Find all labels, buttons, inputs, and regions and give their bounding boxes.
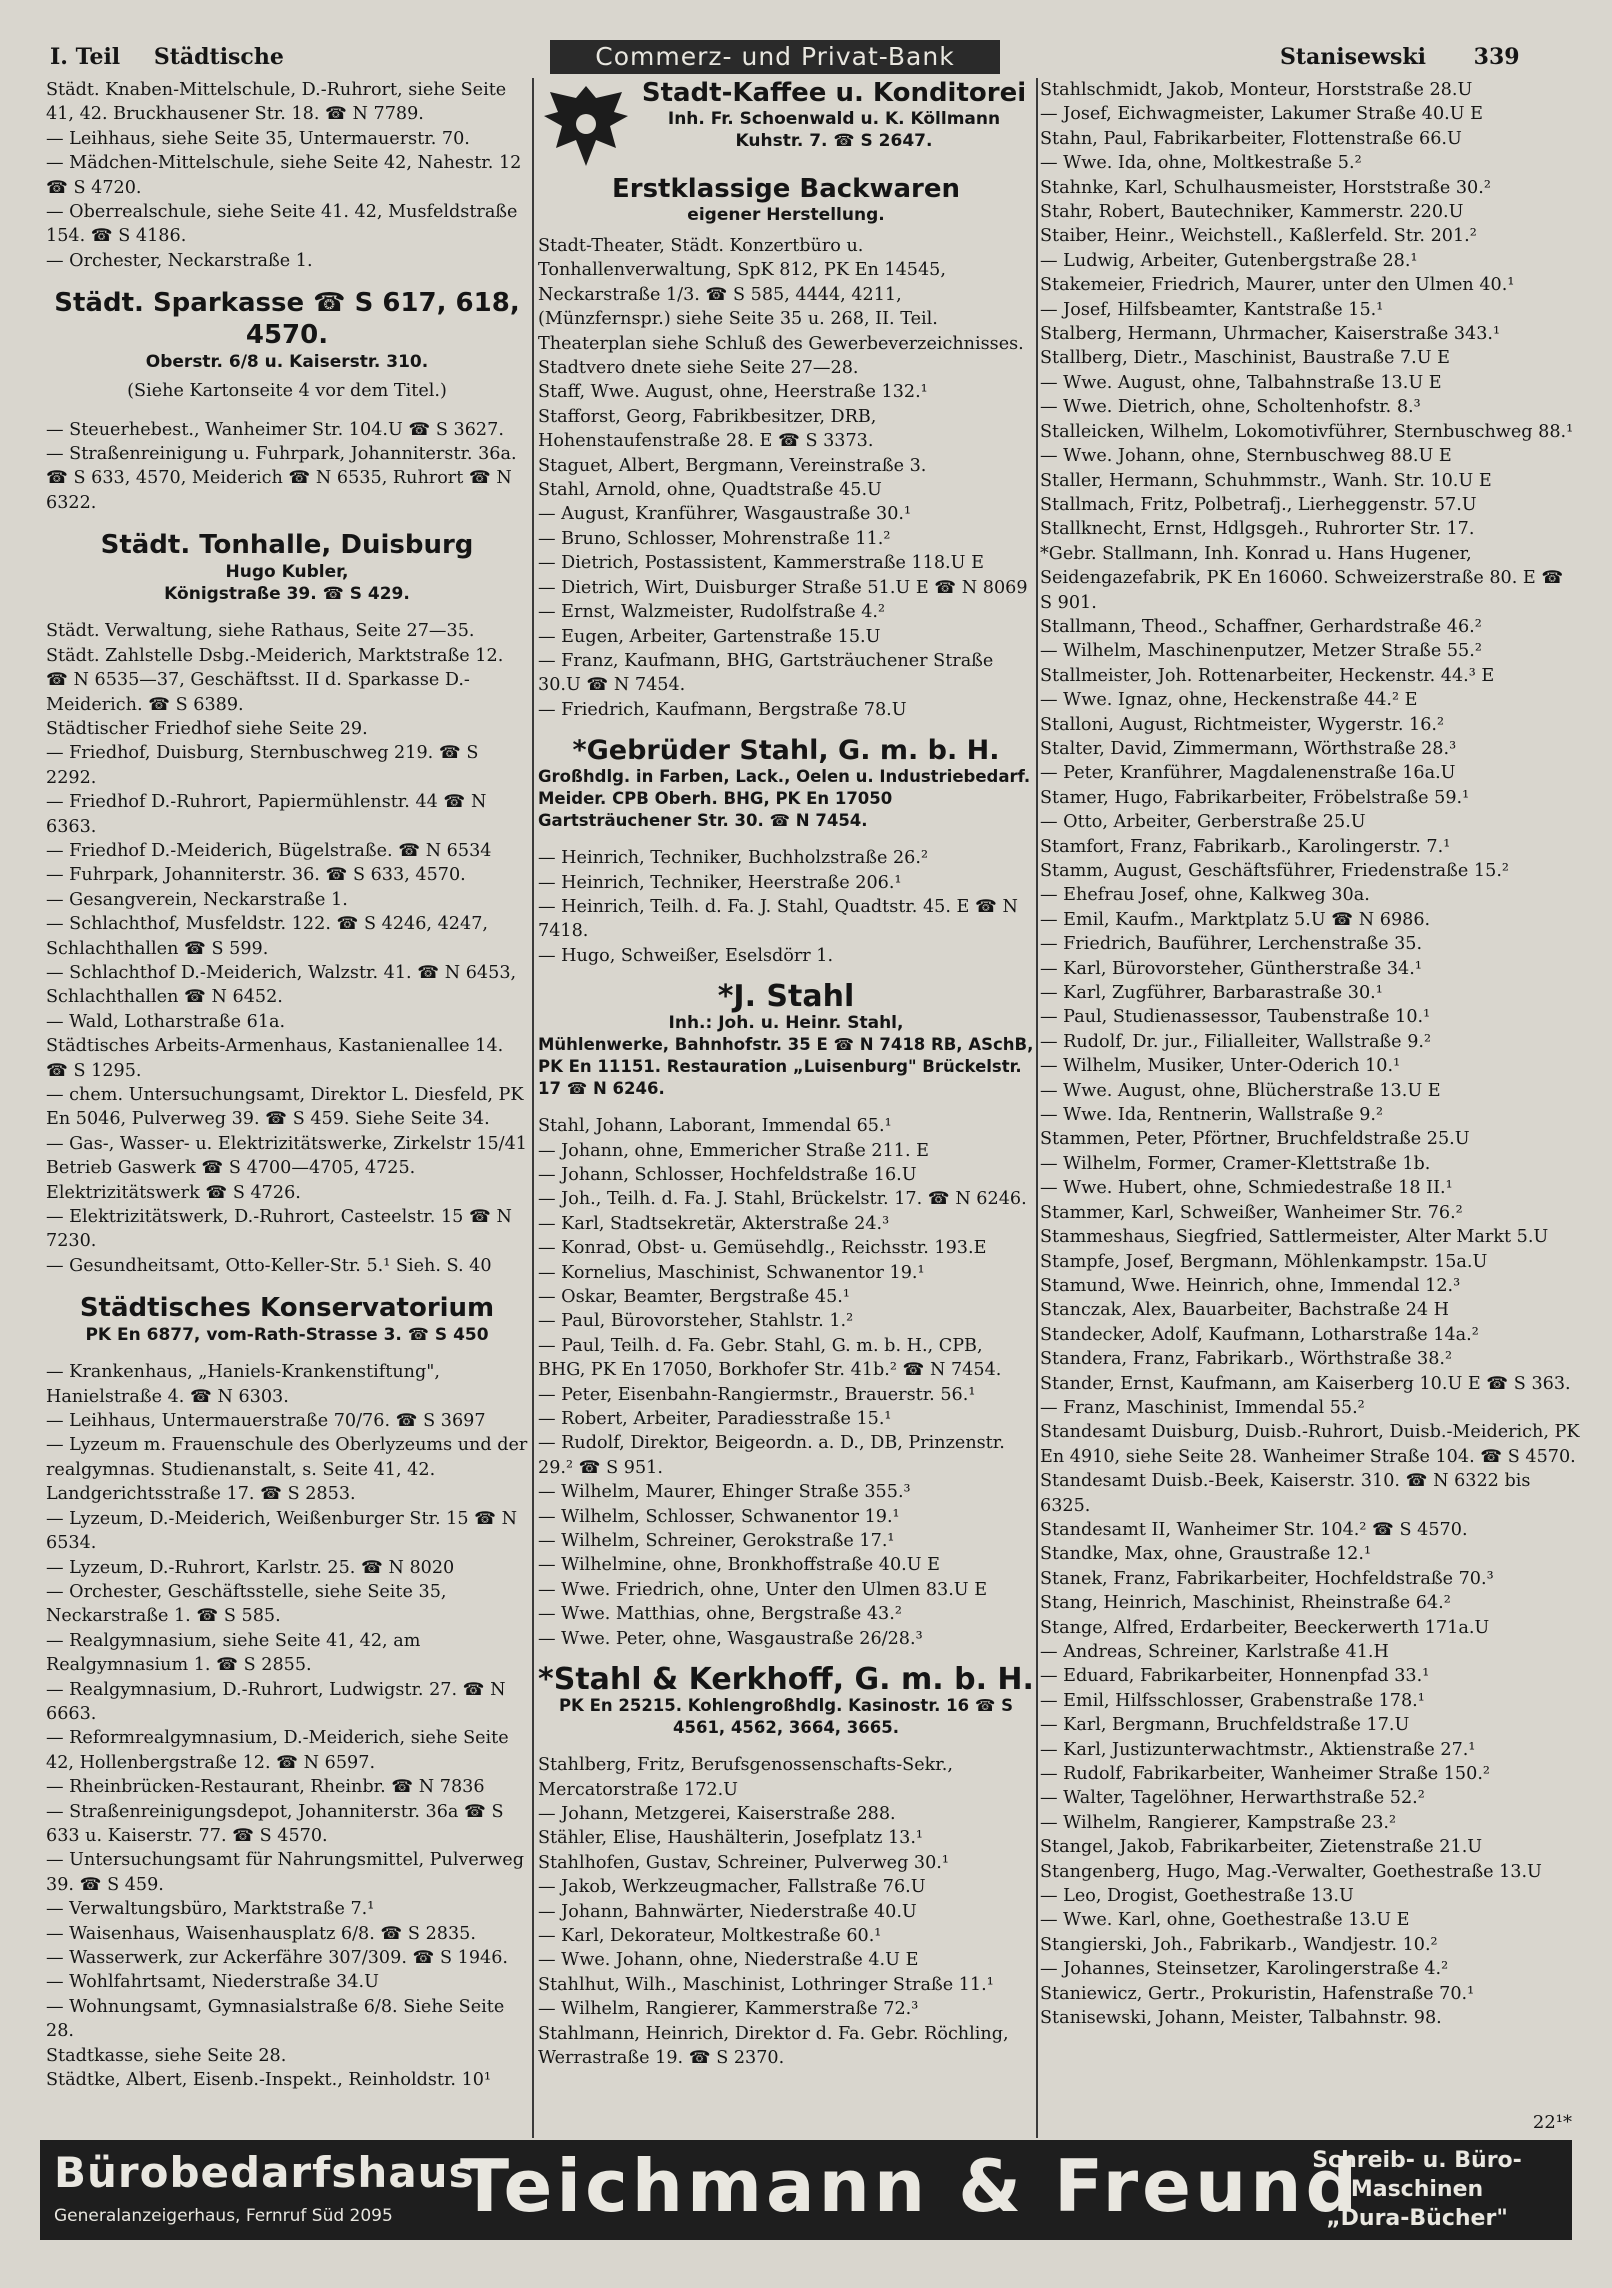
directory-entry: — Wilhelm, Schlosser, Schwanentor 19.¹ [538, 1506, 900, 1527]
directory-entry: — Paul, Teilh. d. Fa. Gebr. Stahl, G. m. b. H., CPB, BHG, PK En 17050, Borkhofer Str. 41b.² ☎ N 7454. [538, 1335, 1002, 1381]
directory-entry: — Wilhelm, Maurer, Ehinger Straße 355.³ [538, 1482, 911, 1503]
directory-entry: — Johann, ohne, Emmericher Straße 211. E [538, 1140, 929, 1161]
directory-entry: — Josef, Hilfsbeamter, Kantstraße 15.¹ [1040, 299, 1384, 320]
directory-entry: Staiber, Heinr., Weichstell., Kaßlerfeld. Str. 201.² [1040, 226, 1477, 247]
directory-entry: Stähler, Elise, Haushälterin, Josefplatz 13.¹ [538, 1828, 923, 1849]
directory-entry: — Wwe. Johann, ohne, Sternbuschweg 88.U E [1040, 446, 1452, 467]
directory-entry: Stang, Heinrich, Maschinist, Rheinstraße 64.² [1040, 1593, 1451, 1614]
directory-entry: — Wwe. Dietrich, ohne, Scholtenhofstr. 8.³ [1040, 397, 1421, 418]
directory-entry: *Gebr. Stallmann, Inh. Konrad u. Hans Hugener, Seidengazefabrik, PK En 16060. Schweizerstraße 80. E ☎ S 901. [1040, 543, 1564, 613]
konservatorium-address: PK En 6877, vom-Rath-Strasse 3. ☎ S 450 [85, 1325, 489, 1346]
header-part: I. Teil [50, 44, 121, 70]
directory-entry: Stahn, Paul, Fabrikarbeiter, Flottenstraße 66.U [1040, 128, 1462, 149]
footer-right-line: Schreib- u. Büro- [1312, 2148, 1522, 2173]
kaffee-owner: Inh. Fr. Schoenwald u. K. Köllmann [667, 109, 1001, 129]
list-col1b [46, 418, 528, 516]
header-section: Städtische [153, 44, 284, 70]
directory-entry: — Wilhelm, Rangierer, Kampstraße 23.² [1040, 1812, 1397, 1833]
tonhalle-person: Hugo Kubler, [225, 562, 349, 583]
directory-entry: — Friedhof D.-Ruhrort, Papiermühlenstr. 44 ☎ N 6363. [46, 792, 487, 837]
directory-entry: Stalter, David, Zimmermann, Wörthstraße 28.³ [1040, 738, 1457, 759]
list-col2a [538, 234, 1034, 722]
directory-entry: Stammeshaus, Siegfried, Sattlermeister, Alter Markt 5.U [1040, 1227, 1549, 1248]
directory-entry: — Wwe. Matthias, ohne, Bergstraße 43.² [538, 1604, 902, 1625]
directory-entry: Stangenberg, Hugo, Mag.-Verwalter, Goethestraße 13.U [1040, 1861, 1542, 1882]
directory-entry: — Lyzeum, D.-Ruhrort, Karlstr. 25. ☎ N 8020 [46, 1557, 455, 1578]
directory-entry: — Johann, Schlosser, Hochfeldstraße 16.U [538, 1164, 917, 1185]
directory-entry: — Steuerhebest., Wanheimer Str. 104.U ☎ S 3627. [46, 419, 504, 440]
directory-entry: — Heinrich, Teilh. d. Fa. J. Stahl, Quadtstr. 45. E ☎ N 7418. [538, 896, 1018, 942]
directory-entry: — Josef, Eichwagmeister, Lakumer Straße 40.U E [1040, 104, 1483, 125]
directory-entry: Stanek, Franz, Fabrikarbeiter, Hochfeldstraße 70.³ [1040, 1568, 1494, 1589]
directory-entry: Stamer, Hugo, Fabrikarbeiter, Fröbelstraße 59.¹ [1040, 787, 1470, 808]
directory-entry: — Karl, Bürovorsteher, Güntherstraße 34.¹ [1040, 958, 1422, 979]
eagle-emblem-icon [538, 78, 634, 174]
directory-entry: — Rheinbrücken-Restaurant, Rheinbr. ☎ N 7836 [46, 1777, 485, 1798]
directory-entry: — Gesangverein, Neckarstraße 1. [46, 889, 348, 910]
directory-entry: — Rudolf, Dr. jur., Filialleiter, Wallstraße 9.² [1040, 1031, 1432, 1052]
list-col2c [538, 1114, 1034, 1651]
directory-entry: — Kornelius, Maschinist, Schwanentor 19.¹ [538, 1262, 925, 1283]
directory-entry: — Wwe. Ida, ohne, Moltkestraße 5.² [1040, 153, 1362, 174]
directory-entry: — Emil, Hilfsschlosser, Grabenstraße 178.¹ [1040, 1690, 1425, 1711]
konservatorium-name: Städtisches Konservatorium [79, 1293, 495, 1324]
directory-entry: — Andreas, Schreiner, Karlstraße 41.H [1040, 1642, 1389, 1662]
directory-entry: Stalleicken, Wilhelm, Lokomotivführer, Sternbuschweg 88.¹ [1040, 421, 1574, 442]
kaffee-name: Stadt-Kaffee u. Konditorei [641, 78, 1027, 108]
directory-entry: Standke, Max, ohne, Graustraße 12.¹ [1040, 1544, 1371, 1565]
directory-entry: Stalberg, Hermann, Uhrmacher, Kaiserstraße 343.¹ [1040, 324, 1501, 345]
directory-entry: Stallknecht, Ernst, Hdlgsgeh., Ruhrorter Str. 17. [1040, 519, 1475, 540]
directory-entry: Stallmach, Fritz, Polbetrafj., Lierheggenstr. 57.U [1040, 494, 1477, 515]
directory-entry: — Konrad, Obst- u. Gemüsehdlg., Reichsstr. 193.E [538, 1238, 987, 1259]
directory-entry: Theaterplan siehe Schluß des Gewerbeverzeichnisses. [538, 333, 1024, 354]
directory-entry: — Hugo, Schweißer, Eselsdörr 1. [538, 945, 834, 966]
directory-entry: — Orchester, Neckarstraße 1. [46, 250, 313, 271]
directory-entry: — Wilhelm, Former, Cramer-Klettstraße 1b. [1040, 1153, 1431, 1174]
directory-entry: Städt. Verwaltung, siehe Rathaus, Seite 27—35. [46, 621, 475, 642]
directory-entry: Stallberg, Dietr., Maschinist, Baustraße 7.U E [1040, 348, 1451, 369]
directory-entry: Städtischer Friedhof siehe Seite 29. [46, 718, 368, 739]
directory-entry: — Heinrich, Techniker, Buchholzstraße 26.² [538, 848, 929, 869]
gebr-stahl-body: Großhdlg. in Farben, Lack., Oelen u. Industriebedarf. Meider. CPB Oberh. BHG, PK En 17050 Gartsträuchener Str. 30. ☎ N 7454. [538, 767, 1031, 831]
directory-entry: — Wasserwerk, zur Ackerfähre 307/309. ☎ S 1946. [46, 1948, 509, 1968]
directory-entry: — Karl, Dekorateur, Moltkestraße 60.¹ [538, 1925, 882, 1946]
directory-entry: — Johannes, Steinsetzer, Karolingerstraße 4.² [1040, 1959, 1449, 1980]
directory-entry: Stahlhofen, Gustav, Schreiner, Pulverweg 30.¹ [538, 1852, 949, 1873]
directory-entry: — Franz, Kaufmann, BHG, Gartsträuchener Straße 30.U ☎ N 7454. [538, 650, 994, 696]
directory-entry: — Franz, Maschinist, Immendal 55.² [1040, 1397, 1365, 1418]
directory-entry: Stahnke, Karl, Schulhausmeister, Horststraße 30.² [1040, 177, 1491, 198]
directory-entry: — Reformrealgymnasium, D.-Meiderich, siehe Seite 42, Hollenbergstraße 12. ☎ N 6597. [46, 1728, 509, 1773]
footer-right [1282, 2146, 1552, 2233]
directory-entry: — Lyzeum m. Frauenschule des Oberlyzeums und der realgymnas. Studienanstalt, s. Seite 41, 42. Landgerichtsstraße 17. ☎ S 2853. [46, 1435, 528, 1505]
directory-entry: Städt. Zahlstelle Dsbg.-Meiderich, Marktstraße 12. ☎ N 6535—37, Geschäftsst. II d. Sparkasse D.-Meiderich. ☎ S 6389. [46, 645, 504, 715]
directory-entry: — Wilhelm, Maschinenputzer, Metzer Straße 55.² [1040, 641, 1482, 662]
kerkhoff-ad [538, 1662, 1034, 1739]
directory-entry: Städt. Knaben-Mittelschule, D.-Ruhrort, siehe Seite 41, 42. Bruckhausener Str. 18. ☎ N 7789. [46, 80, 507, 125]
directory-entry: Stahlberg, Fritz, Berufsgenossenschafts-Sekr., Mercatorstraße 172.U [538, 1755, 953, 1800]
directory-entry: Stanczak, Alex, Bauarbeiter, Bachstraße 24 H [1040, 1300, 1450, 1321]
directory-entry: — Wwe. Friedrich, ohne, Unter den Ulmen 83.U E [538, 1579, 988, 1600]
directory-entry: — Mädchen-Mittelschule, siehe Seite 42, Nahestr. 12 ☎ S 4720. [46, 153, 522, 198]
konservatorium-ad [46, 1292, 528, 1346]
header-page-number: 339 [1473, 44, 1520, 70]
directory-entry: Staller, Hermann, Schuhmmstr., Wanh. Str. 10.U E [1040, 470, 1492, 491]
directory-entry: — Johann, Metzgerei, Kaiserstraße 288. [538, 1803, 896, 1824]
directory-entry: — Emil, Kaufm., Marktplatz 5.U ☎ N 6986. [1040, 909, 1431, 930]
j-stahl-body: Mühlenwerke, Bahnhofstr. 35 E ☎ N 7418 RB, ASchB, PK En 11151. Restauration „Luisenburg" Brückelstr. 17 ☎ N 6246. [538, 1035, 1034, 1099]
directory-entry: Stallmeister, Joh. Rottenarbeiter, Heckenstr. 44.³ E [1040, 665, 1495, 686]
directory-entry: Städtke, Albert, Eisenb.-Inspekt., Reinholdstr. 10¹ [46, 2070, 492, 2091]
directory-entry: — Bruno, Schlosser, Mohrenstraße 11.² [538, 528, 891, 549]
directory-entry: Stafforst, Georg, Fabrikbesitzer, DRB, Hohenstaufenstraße 28. E ☎ S 3373. [538, 406, 877, 452]
directory-entry: — Walter, Tagelöhner, Herwarthstraße 52.² [1040, 1788, 1425, 1809]
directory-entry: — Robert, Arbeiter, Paradiesstraße 15.¹ [538, 1409, 892, 1430]
directory-entry: — August, Kranführer, Wasgaustraße 30.¹ [538, 504, 912, 525]
directory-entry: Stahl, Arnold, ohne, Quadtstraße 45.U [538, 480, 882, 501]
directory-entry: — Schlachthof D.-Meiderich, Walzstr. 41. ☎ N 6453, Schlachthallen ☎ N 6452. [46, 962, 517, 1008]
directory-entry: Stahr, Robert, Bautechniker, Kammerstr. 220.U [1040, 202, 1464, 223]
header-banner: Commerz- und Privat-Bank [550, 40, 1000, 74]
sparkasse-note: (Siehe Kartonseite 4 vor dem Titel.) [127, 381, 447, 402]
directory-entry: Stange, Alfred, Erdarbeiter, Beeckerwerth 171a.U [1040, 1617, 1490, 1638]
directory-entry: — Peter, Kranführer, Magdalenenstraße 16a.U [1040, 763, 1456, 784]
directory-entry: Standera, Franz, Fabrikarb., Wörthstraße 38.² [1040, 1349, 1453, 1370]
directory-entry: — Wilhelmine, ohne, Bronkhoffstraße 40.U E [538, 1555, 941, 1576]
kaffee-slogan: Erstklassige Backwaren [612, 174, 960, 204]
directory-entry: — Paul, Bürovorsteher, Stahlstr. 1.² [538, 1311, 854, 1332]
header-right-section: Stanisewski [1280, 44, 1426, 70]
directory-entry: — Ludwig, Arbeiter, Gutenbergstraße 28.¹ [1040, 250, 1418, 271]
directory-entry: — Paul, Studienassessor, Taubenstraße 10.¹ [1040, 1007, 1431, 1028]
directory-entry: — Heinrich, Techniker, Heerstraße 206.¹ [538, 872, 902, 893]
directory-entry: — Untersuchungsamt für Nahrungsmittel, Pulverweg 39. ☎ S 459. [46, 1850, 524, 1895]
directory-entry: Standesamt Duisb.-Beek, Kaiserstr. 310. ☎ N 6322 bis 6325. [1040, 1471, 1531, 1516]
directory-entry: — Wwe. Ida, Rentnerin, Wallstraße 9.² [1040, 1105, 1384, 1126]
directory-entry: — Waisenhaus, Waisenhausplatz 6/8. ☎ S 2835. [46, 1923, 476, 1944]
footer-left-title: Bürobedarfshaus [54, 2148, 475, 2197]
directory-entry: — Wilhelm, Schreiner, Gerokstraße 17.¹ [538, 1531, 895, 1552]
directory-entry: Stangel, Jakob, Fabrikarbeiter, Zietenstraße 21.U [1040, 1837, 1483, 1858]
directory-entry: — Friedhof D.-Meiderich, Bügelstraße. ☎ N 6534 [46, 840, 492, 861]
directory-entry: — Dietrich, Postassistent, Kammerstraße 118.U E [538, 553, 984, 574]
footer-left-sub: Generalanzeigerhaus, Fernruf Süd 2095 [54, 2206, 393, 2226]
directory-entry: — Wohnungsamt, Gymnasialstraße 6/8. Siehe Seite 28. [46, 1996, 505, 2042]
directory-entry: — Jakob, Werkzeugmacher, Fallstraße 76.U [538, 1877, 926, 1898]
header-left [50, 44, 284, 70]
directory-entry: — Realgymnasium, D.-Ruhrort, Ludwigstr. 27. ☎ N 6663. [46, 1679, 506, 1724]
directory-entry: — Straßenreinigung u. Fuhrpark, Johanniterstr. 36a. ☎ S 633, 4570, Meiderich ☎ N 6535, Ruhrort ☎ N 6322. [46, 444, 517, 513]
directory-entry: Stadtkasse, siehe Seite 28. [46, 2045, 287, 2066]
directory-entry: Stamm, August, Geschäftsführer, Friedenstraße 15.² [1040, 861, 1509, 881]
directory-entry: — Friedrich, Kaufmann, Bergstraße 78.U [538, 699, 907, 720]
directory-entry: — Rudolf, Direktor, Beigeordn. a. D., DB, Prinzenstr. 29.² ☎ S 951. [538, 1433, 1005, 1478]
page-marker: 22¹* [1532, 2112, 1572, 2133]
directory-entry: — Wwe. August, ohne, Blücherstraße 13.U E [1040, 1080, 1441, 1101]
directory-entry: Städtisches Arbeits-Armenhaus, Kastanienallee 14. ☎ S 1295. [46, 1036, 504, 1081]
directory-entry: — Otto, Arbeiter, Gerberstraße 25.U [1040, 812, 1366, 833]
directory-entry: — Dietrich, Wirt, Duisburger Straße 51.U E ☎ N 8069 [538, 577, 1028, 598]
header-right [1280, 44, 1520, 70]
directory-entry: Stahl, Johann, Laborant, Immendal 65.¹ [538, 1116, 892, 1137]
kerkhoff-name: *Stahl & Kerkhoff, G. m. b. H. [538, 1662, 1034, 1698]
directory-entry: Stallmann, Theod., Schaffner, Gerhardstraße 46.² [1040, 616, 1482, 637]
directory-entry: — Johann, Bahnwärter, Niederstraße 40.U [538, 1901, 917, 1922]
directory-entry: — Wwe. Karl, ohne, Goethestraße 13.U E [1040, 1910, 1410, 1931]
sparkasse-address: Oberstr. 6/8 u. Kaiserstr. 310. [145, 352, 429, 373]
directory-entry: — Friedrich, Bauführer, Lerchenstraße 35. [1040, 934, 1423, 955]
directory-entry: — Peter, Eisenbahn-Rangiermstr., Brauerstr. 56.¹ [538, 1384, 976, 1405]
directory-entry: — Wilhelm, Rangierer, Kammerstraße 72.³ [538, 1999, 919, 2020]
tonhalle-ad [46, 529, 528, 605]
list-col2b [538, 846, 1034, 968]
directory-entry: — Karl, Zugführer, Barbarastraße 30.¹ [1040, 983, 1383, 1004]
kaffee-slogan-sub: eigener Herstellung. [687, 205, 885, 225]
directory-entry: — Wilhelm, Musiker, Unter-Oderich 10.¹ [1040, 1056, 1401, 1077]
column-1 [46, 78, 528, 2092]
directory-entry: — Ernst, Walzmeister, Rudolfstraße 4.² [538, 602, 886, 623]
directory-entry: Standesamt Duisburg, Duisb.-Ruhrort, Duisb.-Meiderich, PK En 4910, siehe Seite 28. Wanheimer Straße 104. ☎ S 4570. [1040, 1422, 1580, 1467]
directory-entry: — Rudolf, Fabrikarbeiter, Wanheimer Straße 150.² [1040, 1764, 1490, 1785]
directory-entry: — Wald, Lotharstraße 61a. [46, 1011, 286, 1032]
footer-ad [40, 2140, 1572, 2240]
gebr-stahl-ad [538, 736, 1034, 832]
sparkasse-name: Städt. Sparkasse ☎ S 617, 618, 4570. [54, 288, 520, 351]
directory-entry: — Ehefrau Josef, ohne, Kalkweg 30a. [1040, 885, 1370, 906]
directory-entry: Standesamt II, Wanheimer Str. 104.² ☎ S 4570. [1040, 1519, 1468, 1540]
directory-entry: — Oskar, Beamter, Bergstraße 45.¹ [538, 1287, 850, 1307]
directory-entry: — Karl, Justizunterwachtmstr., Aktienstraße 27.¹ [1040, 1739, 1476, 1760]
directory-entry: — Friedhof, Duisburg, Sternbuschweg 219. ☎ S 2292. [46, 743, 479, 788]
tonhalle-name: Städt. Tonhalle, Duisburg [100, 530, 474, 561]
directory-entry: Standecker, Adolf, Kaufmann, Lotharstraße 14a.² [1040, 1324, 1479, 1345]
directory-entry: Stander, Ernst, Kaufmann, am Kaiserberg 10.U E ☎ S 363. [1040, 1373, 1571, 1394]
directory-entry: — Fuhrpark, Johanniterstr. 36. ☎ S 633, 4570. [46, 865, 466, 886]
directory-entry: — Leihhaus, siehe Seite 35, Untermauerstr. 70. [46, 128, 470, 149]
directory-entry: — Leo, Drogist, Goethestraße 13.U [1040, 1886, 1354, 1907]
kaffee-ad [538, 78, 1034, 174]
directory-entry: Stadt-Theater, Städt. Konzertbüro u. Tonhallenverwaltung, SpK 812, PK En 14545, Neckarstraße 1/3. ☎ S 585, 4444, 4211, (Münzfernspr.) siehe Seite 35 u. 268, II. Teil. [538, 236, 946, 330]
list-col2d [538, 1753, 1034, 2070]
directory-entry: — Oberrealschule, siehe Seite 41. 42, Musfeldstraße 154. ☎ S 4186. [46, 202, 518, 247]
directory-entry: Stalloni, August, Richtmeister, Wygerstr. 16.² [1040, 714, 1445, 735]
directory-entry: — Verwaltungsbüro, Marktstraße 7.¹ [46, 1899, 375, 1920]
list-col1d [46, 1360, 528, 2092]
column-3 [1040, 78, 1580, 2031]
footer-middle: Teichmann & Freund [460, 2144, 1362, 2228]
directory-entry: Staff, Wwe. August, ohne, Heerstraße 132.¹ [538, 382, 928, 403]
footer-right-line: „Dura-Bücher" [1326, 2206, 1508, 2231]
directory-entry: — Karl, Stadtsekretär, Akterstraße 24.³ [538, 1213, 890, 1234]
directory-entry: — Realgymnasium, siehe Seite 41, 42, am Realgymnasium 1. ☎ S 2855. [46, 1630, 421, 1676]
footer-right-line: Maschinen [1350, 2177, 1484, 2202]
column-rule-2 [1036, 78, 1038, 2138]
column-rule-1 [532, 78, 534, 2138]
directory-entry: — Wwe. Peter, ohne, Wasgaustraße 26/28.³ [538, 1628, 923, 1649]
j-stahl-owner: Inh.: Joh. u. Heinr. Stahl, [668, 1013, 904, 1034]
j-stahl-name: *J. Stahl [717, 979, 855, 1015]
list-col1c [46, 619, 528, 1278]
directory-entry: Stahlschmidt, Jakob, Monteur, Horststraße 28.U [1040, 80, 1473, 100]
gebr-stahl-name: *Gebrüder Stahl, G. m. b. H. [572, 735, 1000, 767]
directory-entry: Stadtvero dnete siehe Seite 27—28. [538, 358, 859, 379]
directory-entry: — Gesundheitsamt, Otto-Keller-Str. 5.¹ Sieh. S. 40 [46, 1255, 492, 1276]
kerkhoff-body: PK En 25215. Kohlengroßhdlg. Kasinostr. 16 ☎ S 4561, 4562, 3664, 3665. [558, 1696, 1014, 1738]
directory-entry: Stahlmann, Heinrich, Direktor d. Fa. Gebr. Röchling, Werrastraße 19. ☎ S 2370. [538, 2023, 1009, 2068]
directory-entry: — Lyzeum, D.-Meiderich, Weißenburger Str. 15 ☎ N 6534. [46, 1508, 518, 1554]
directory-entry: — Joh., Teilh. d. Fa. J. Stahl, Brückelstr. 17. ☎ N 6246. [538, 1189, 1027, 1210]
directory-entry: Stammen, Peter, Pförtner, Bruchfeldstraße 25.U [1040, 1129, 1470, 1150]
directory-entry: Stanisewski, Johann, Meister, Talbahnstr. 98. [1040, 2008, 1442, 2029]
directory-entry: — Eduard, Fabrikarbeiter, Honnenpfad 33.¹ [1040, 1666, 1430, 1687]
directory-entry: — Wwe. Hubert, ohne, Schmiedestraße 18 II.¹ [1040, 1178, 1453, 1199]
directory-entry: Stahlhut, Wilh., Maschinist, Lothringer Straße 11.¹ [538, 1974, 994, 1995]
directory-entry: — Wohlfahrtsamt, Niederstraße 34.U [46, 1972, 379, 1993]
directory-entry: — Leihhaus, Untermauerstraße 70/76. ☎ S 3697 [46, 1411, 486, 1432]
kaffee-address: Kuhstr. 7. ☎ S 2647. [735, 131, 933, 151]
directory-entry: Staniewicz, Gertr., Prokuristin, Hafenstraße 70.¹ [1040, 1983, 1475, 2004]
directory-entry: — Elektrizitätswerk, D.-Ruhrort, Casteelstr. 15 ☎ N 7230. [46, 1207, 512, 1252]
sparkasse-ad [46, 287, 528, 403]
directory-entry: — Eugen, Arbeiter, Gartenstraße 15.U [538, 626, 881, 647]
directory-entry: — Karl, Bergmann, Bruchfeldstraße 17.U [1040, 1715, 1410, 1736]
j-stahl-ad [538, 979, 1034, 1100]
directory-entry: — Krankenhaus, „Haniels-Krankenstiftung", Hanielstraße 4. ☎ N 6303. [46, 1362, 440, 1407]
directory-entry: — Schlachthof, Musfeldstr. 122. ☎ S 4246, 4247, Schlachthallen ☎ S 599. [46, 914, 488, 959]
directory-entry: — Wwe. Johann, ohne, Niederstraße 4.U E [538, 1950, 919, 1971]
directory-entry: — chem. Untersuchungsamt, Direktor L. Diesfeld, PK En 5046, Pulverweg 39. ☎ S 459. Siehe Seite 34. [46, 1085, 524, 1130]
directory-entry: — Wwe. Ignaz, ohne, Heckenstraße 44.² E [1040, 690, 1418, 711]
directory-entry: Stangierski, Joh., Fabrikarb., Wandjestr. 10.² [1040, 1934, 1438, 1955]
directory-entry: Stammer, Karl, Schweißer, Wanheimer Str. 76.² [1040, 1202, 1463, 1223]
directory-entry: Stampfe, Josef, Bergmann, Möhlenkampstr. 15a.U [1040, 1251, 1488, 1272]
directory-entry: Stakemeier, Friedrich, Maurer, unter den Ulmen 40.¹ [1040, 275, 1515, 296]
directory-entry: Stamund, Wwe. Heinrich, ohne, Immendal 12.³ [1040, 1275, 1461, 1296]
list-col3 [1040, 78, 1580, 2031]
tonhalle-address: Königstraße 39. ☎ S 429. [164, 584, 410, 605]
directory-entry: Staguet, Albert, Bergmann, Vereinstraße 3. [538, 455, 927, 476]
directory-entry: — Straßenreinigungsdepot, Johanniterstr. 36a ☎ S 633 u. Kaiserstr. 77. ☎ S 4570. [46, 1801, 504, 1846]
column-2 [538, 78, 1034, 2070]
list-col1 [46, 78, 528, 273]
directory-entry: — Gas-, Wasser- u. Elektrizitätswerke, Zirkelstr 15/41 Betrieb Gaswerk ☎ S 4700—4705, 4725. Elektrizitätswerk ☎ S 4726. [46, 1133, 527, 1203]
directory-entry: — Orchester, Geschäftsstelle, siehe Seite 35, Neckarstraße 1. ☎ S 585. [46, 1581, 447, 1627]
directory-entry: — Wwe. August, ohne, Talbahnstraße 13.U E [1040, 372, 1442, 393]
directory-entry: Stamfort, Franz, Fabrikarb., Karolingerstr. 7.¹ [1040, 836, 1451, 857]
